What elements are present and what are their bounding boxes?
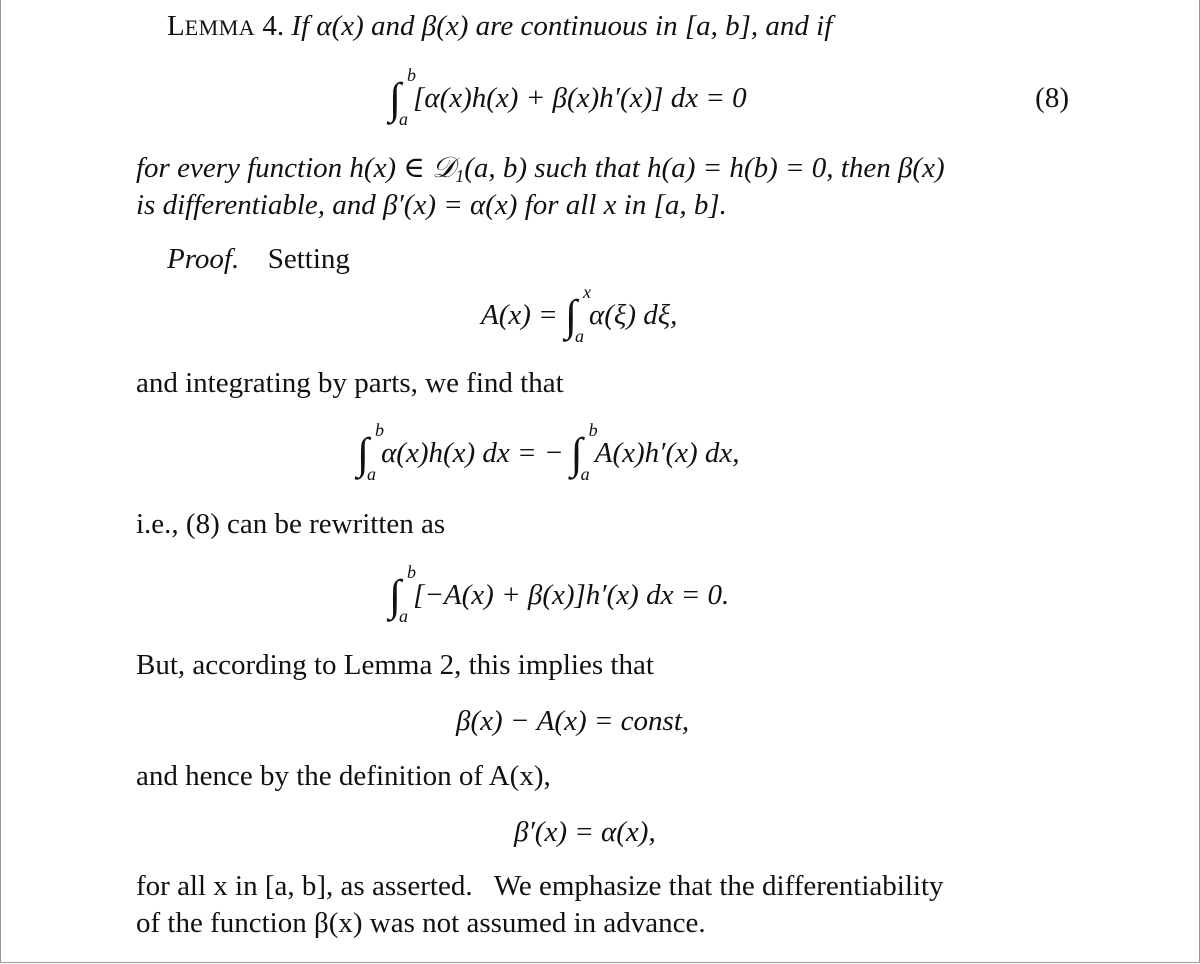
integral-sign: ∫ b a [389, 562, 416, 626]
integral-sign: ∫ b a [389, 65, 416, 129]
lemma-heading: LEMMA 4. [167, 10, 285, 42]
proof-intro [167, 242, 350, 276]
final-text-line-1: for all x in [a, b], as asserted. We emphasize that the differentiability [136, 870, 944, 902]
equation-A-body: α(ξ) dξ, [589, 299, 678, 331]
rewritten-text: i.e., (8) can be rewritten as [136, 508, 446, 540]
final-text-line-2: of the function β(x) was not assumed in advance. [136, 907, 706, 939]
integral-sign: ∫ b a [570, 420, 598, 484]
integral-sign: ∫ b a [357, 420, 384, 484]
hence-text: and hence by the definition of A(x), [136, 760, 551, 792]
equation-by-parts-left: α(x)h(x) dx = − [381, 437, 564, 469]
lemma-statement-line-2: for every function h(x) ∈ 𝒟$_1$(a, b) such that h(a) = h(b) = 0, then β(x) [136, 152, 945, 186]
lemma-hypothesis: If α(x) and β(x) are continuous in [a, b], and if [291, 10, 833, 42]
equation-by-parts-right: A(x)h′(x) dx, [594, 437, 740, 469]
lemma2-text: But, according to Lemma 2, this implies that [136, 649, 654, 681]
equation-8-body: [α(x)h(x) + β(x)h′(x)] dx = 0 [413, 82, 747, 114]
lemma-statement-line-1 [167, 9, 832, 45]
book-page: LEMMA 4. If α(x) and β(x) are continuous in [a, b], and if ∫ b a [α(x)h(x) + β(x)h′(x)] dx = 0 (8) for every function h(x) ∈ 𝒟$_1$(a, b) such that h(a) = h(b) = 0, then β(x) is differentiable, and β′(x) = α(x) for all x in [a, b]. Proof. Setting A(x) = ∫ x a α(ξ) dξ, and integrating by parts, we find that ∫ b a α(x)h(x) dx = − ∫ b a A(x)h′(x) dx, i.e., (8) can be rewritten as ∫ b a [−A(x) + β(x)]h′(x) dx = 0. But, according to Lemma 2, this implies that β(x) − A(x) = const, and hence by the definition of A(x), β′(x) = α(x), for all x in [a, b], as asserted. We emphasize that the differentiability of the function β(x) was not assumed in advance. [0, 0, 1200, 963]
integral-sign: ∫ x a [564, 282, 591, 346]
equation-rewritten-body: [−A(x) + β(x)]h′(x) dx = 0. [413, 579, 730, 611]
equation-A-lhs: A(x) = [481, 299, 558, 331]
proof-setting: Setting [267, 243, 350, 275]
proof-label: Proof. [167, 243, 240, 275]
lemma-statement-line-3: is differentiable, and β′(x) = α(x) for all x in [a, b]. [136, 189, 727, 221]
equation-number: (8) [1035, 82, 1069, 114]
integrating-text: and integrating by parts, we find that [136, 367, 564, 399]
